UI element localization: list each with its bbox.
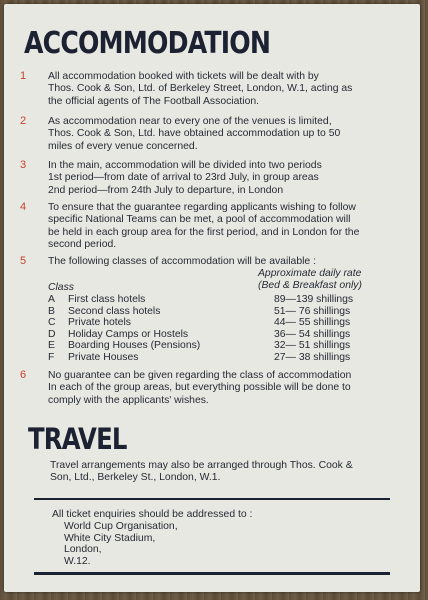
rate-range: 36— 54 shillings: [274, 328, 351, 340]
item-6-text: [48, 370, 400, 407]
table-row: [48, 340, 378, 352]
item-4-line: second period.: [48, 239, 117, 251]
item-1-line: the official agents of The Football Association.: [48, 95, 260, 107]
item-3-text: [48, 160, 400, 197]
travel-text: [50, 460, 402, 485]
class-name: Private Houses: [68, 351, 139, 363]
item-6-line: comply with the applicants' wishes.: [48, 394, 209, 406]
rate-range: 51— 76 shillings: [274, 305, 351, 317]
table-row: [48, 352, 378, 364]
divider-rule-bottom: [34, 572, 390, 575]
item-4-line: be held in each group area for the first period, and in London for the: [48, 226, 360, 238]
class-letter: C: [48, 317, 56, 329]
table-row: [48, 329, 378, 341]
item-6-line: No guarantee can be given regarding the class of accommodation: [48, 370, 352, 381]
item-number-2: 2: [20, 115, 27, 127]
item-4-line: specific National Teams can be met, a pool of accommodation will: [48, 214, 351, 226]
item-number-6: 6: [20, 369, 27, 381]
rate-header-line: Approximate daily rate: [258, 268, 362, 279]
item-2-line: miles of every venue concerned.: [48, 140, 198, 152]
class-name: First class hotels: [68, 294, 146, 305]
item-3-line: In the main, accommodation will be divided into two periods: [48, 160, 322, 171]
item-1-line: Thos. Cook & Son, Ltd. of Berkeley Street, London, W.1, acting as: [48, 83, 353, 95]
rate-range: 89—139 shillings: [274, 294, 354, 305]
ticket-enquiries-box: [52, 509, 252, 568]
divider-rule: [34, 498, 390, 500]
class-name: Second class hotels: [68, 305, 161, 317]
enquiries-intro: All ticket enquiries should be addressed to :: [52, 509, 253, 520]
item-2-line: Thos. Cook & Son, Ltd. have obtained accommodation up to 50: [48, 128, 341, 140]
item-5-text: [48, 256, 400, 268]
class-letter: E: [48, 340, 55, 352]
item-number-5: 5: [20, 255, 27, 267]
class-name: Private hotels: [68, 317, 131, 329]
item-number-4: 4: [20, 201, 27, 213]
item-6-line: In each of the group areas, but everything possible will be done to: [48, 382, 351, 394]
class-column-header: Class: [48, 282, 74, 293]
address-line: W.12.: [64, 556, 91, 568]
class-letter: A: [48, 294, 55, 305]
leaflet-page: [4, 4, 420, 592]
address-line: World Cup Organisation,: [64, 520, 178, 532]
rate-range: 44— 55 shillings: [274, 317, 351, 329]
class-letter: F: [48, 351, 55, 363]
table-header: [48, 268, 378, 294]
accommodation-classes-table: [48, 268, 378, 364]
item-4-line: To ensure that the guarantee regarding applicants wishing to follow: [48, 202, 356, 213]
item-1-line: All accommodation booked with tickets will be dealt with by: [48, 71, 319, 82]
item-2-line: As accommodation near to every one of the venues is limited,: [48, 116, 332, 127]
table-row: [48, 306, 378, 318]
travel-line: Travel arrangements may also be arranged through Thos. Cook &: [50, 460, 353, 471]
item-2-text: [48, 116, 400, 153]
item-number-1: 1: [20, 70, 27, 82]
rate-column-header: [258, 268, 362, 292]
rate-range: 27— 38 shillings: [274, 351, 351, 363]
table-row: [48, 294, 378, 306]
rate-range: 32— 51 shillings: [274, 340, 351, 352]
address-line: London,: [64, 544, 102, 556]
item-1-text: [48, 71, 400, 108]
item-3-line: 1st period—from date of arrival to 23rd July, in group areas: [48, 172, 319, 184]
class-letter: D: [48, 328, 56, 340]
rate-header-line: (Bed & Breakfast only): [258, 280, 362, 292]
item-number-3: 3: [20, 159, 27, 171]
accommodation-heading: ACCOMMODATION: [24, 26, 271, 61]
item-5-line: The following classes of accommodation will be available :: [48, 256, 316, 267]
table-row: [48, 317, 378, 329]
class-name: Boarding Houses (Pensions): [68, 340, 201, 352]
address-line: White City Stadium,: [64, 532, 156, 544]
item-3-line: 2nd period—from 24th July to departure, in London: [48, 184, 284, 196]
item-4-text: [48, 202, 400, 252]
class-letter: B: [48, 305, 55, 317]
travel-heading: TRAVEL: [28, 422, 127, 456]
class-name: Holiday Camps or Hostels: [68, 328, 189, 340]
travel-line: Son, Ltd., Berkeley St., London, W.1.: [50, 472, 221, 484]
